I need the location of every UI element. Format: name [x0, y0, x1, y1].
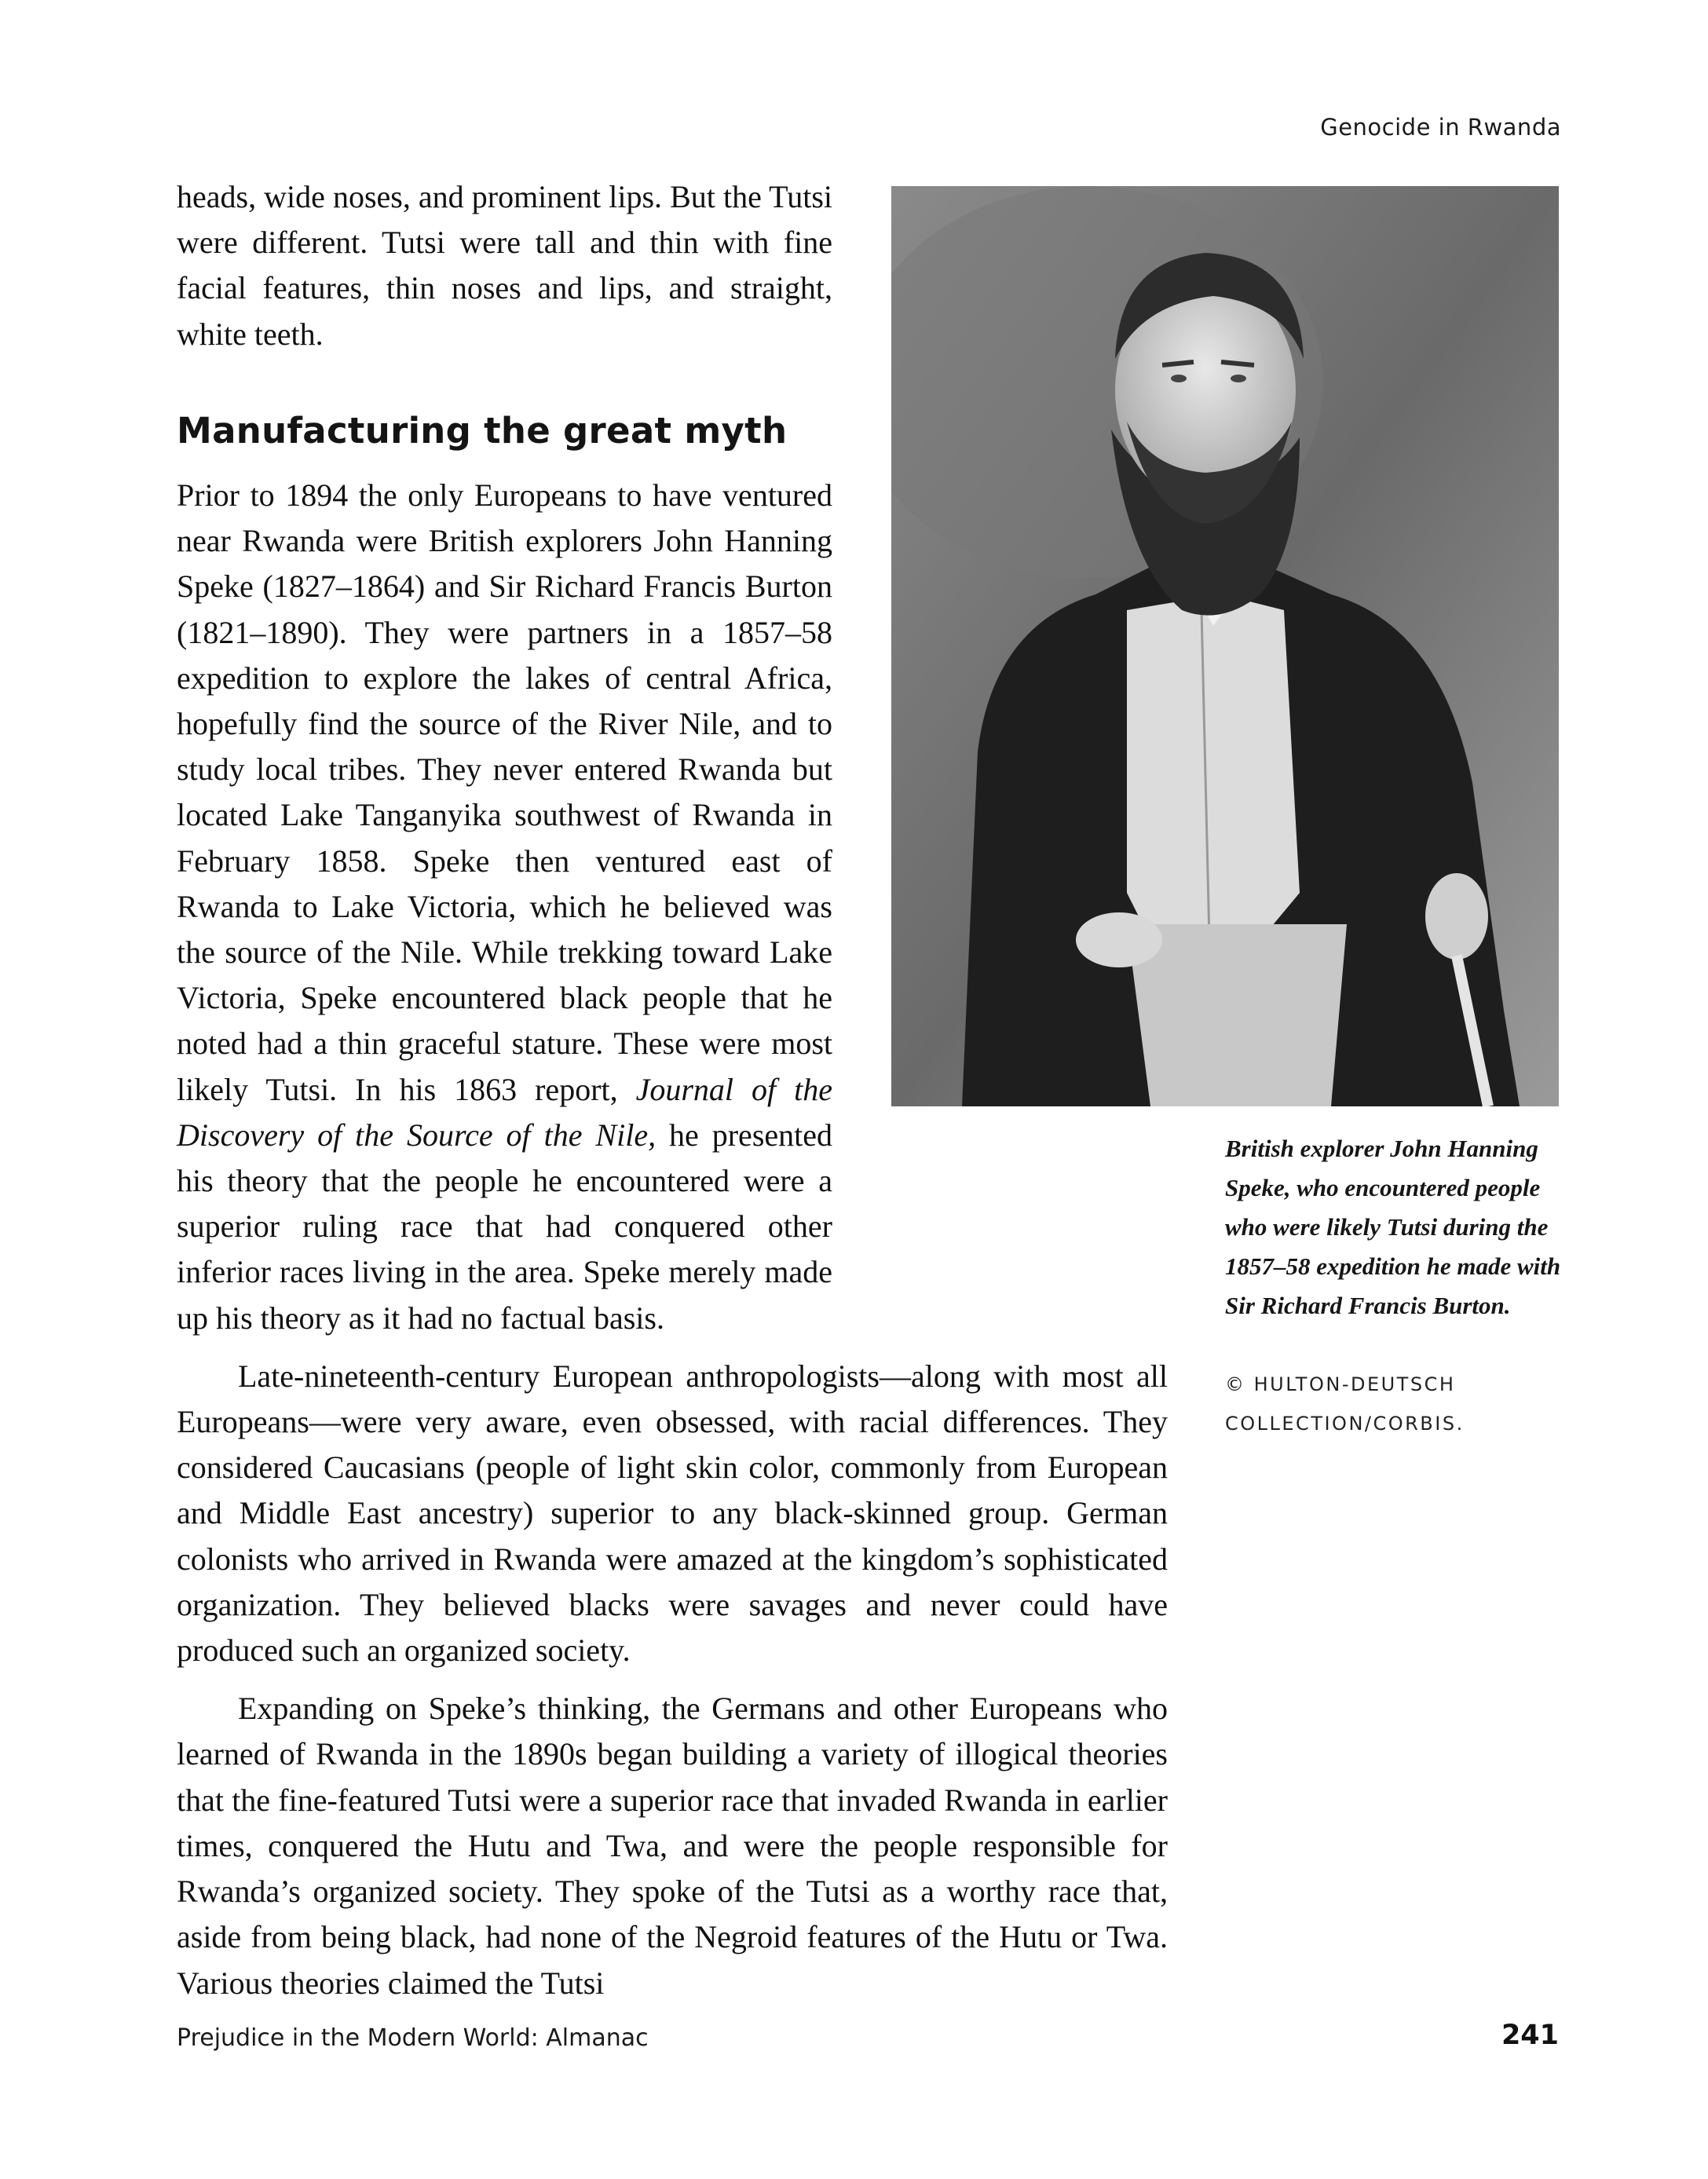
- paragraph-1-part2: he presented his theory that the people he encountered were a superior ruling race that had conquered other inferior races living in the area. Speke merely made up his theory as it had no factual basis.: [177, 1117, 832, 1336]
- intro-paragraph: heads, wide noses, and prominent lips. But the Tutsi were different. Tutsi were tall and thin with fine facial features, thin noses and lips, and straight, white teeth.: [177, 179, 832, 352]
- running-head: Genocide in Rwanda: [1320, 114, 1561, 141]
- paragraph-2: Late-nineteenth-century European anthropologists—along with most all Europeans—were very aware, even obsessed, with racial differences. They considered Caucasians (people of light skin color, commonly from European and Middle East ancestry) superior to any black-skinned group. German colonists who arrived in Rwanda were amazed at the kingdom’s sophisticated organization. They believed blacks were savages and never could have produced such an organized society.: [177, 1358, 1168, 1669]
- portrait-photo: [891, 186, 1559, 1106]
- portrait-illustration: [891, 186, 1559, 1106]
- paragraph-3: Expanding on Speke’s thinking, the Germans and other Europeans who learned of Rwanda in the 1890s began building a variety of illogical theories that the fine-featured Tutsi were a superior race that invaded Rwanda in earlier times, conquered the Hutu and Twa, and were the people responsible for Rwanda’s organized society. They spoke of the Tutsi as a worthy race that, aside from being black, had none of the Negroid features of the Hutu or Twa. Various theories claimed the Tutsi: [177, 1691, 1168, 2001]
- paragraph-1-part1: Prior to 1894 the only Europeans to have ventured near Rwanda were British explorers John Hanning Speke (1827–1864) and Sir Richard Francis Burton (1821–1890). They were partners in a 1857–58 expedition to explore the lakes of central Africa, hopefully find the source of the River Nile, and to study local tribes. They never entered Rwanda but located Lake Tanganyika southwest of Rwanda in February 1858. Speke then ventured east of Rwanda to Lake Victoria, which he believed was the source of the Nile. While trekking toward Lake Victoria, Speke encountered black people that he noted had a thin graceful stature. These were most likely Tutsi. In his 1863 report,: [177, 477, 832, 1107]
- page-number: 241: [1501, 2020, 1559, 2051]
- section-heading: Manufacturing the great myth: [177, 410, 788, 452]
- photo-credit: © HULTON-DEUTSCH COLLECTION/CORBIS.: [1225, 1373, 1465, 1435]
- footer-book-title: Prejudice in the Modern World: Almanac: [177, 2024, 649, 2052]
- book-title-italic: Journal of the Discovery of the Source of the Nile,: [177, 1071, 832, 1153]
- photo-caption: British explorer John Hanning Speke, who encountered people who were likely Tutsi during the 1857–58 expedition he made with Sir Richard Francis Burton.: [1225, 1135, 1561, 1319]
